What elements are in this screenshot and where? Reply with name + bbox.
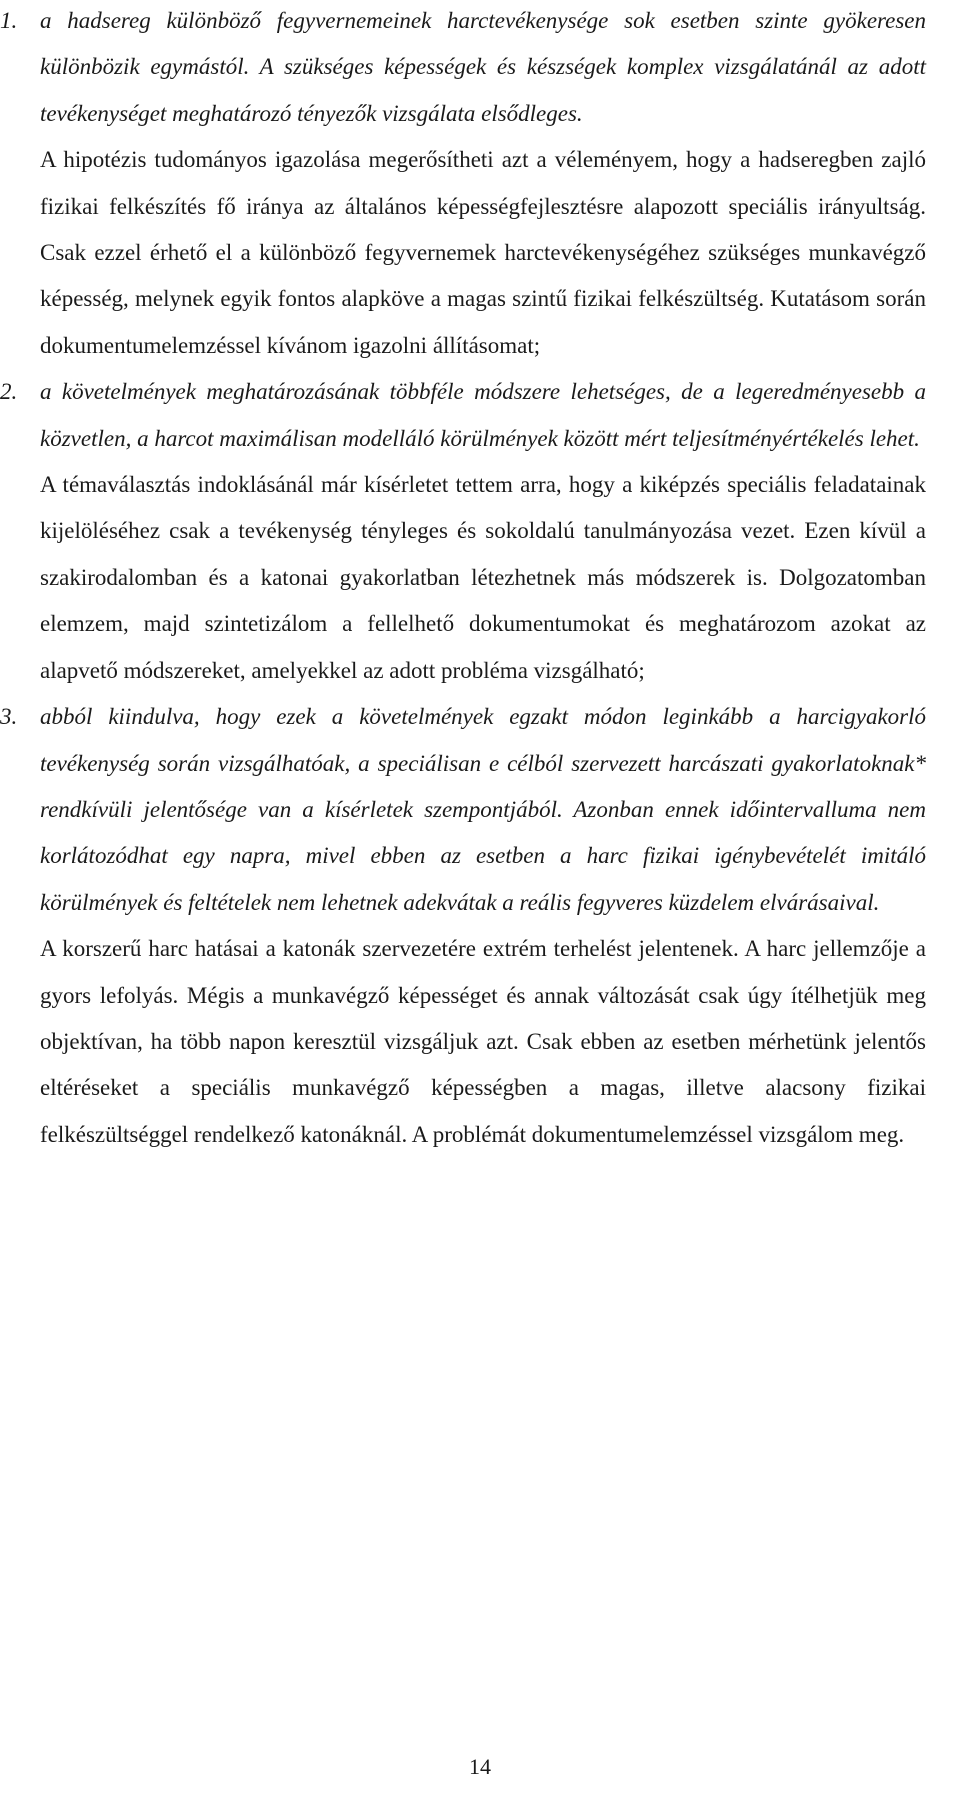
hypothesis-text: a hadsereg különböző fegyvernemeinek harctevékenysége sok esetben szinte gyökeresen különbözik egymástól. A szükséges képességek és készségek komplex vizsgálatánál az adott tevékenységet meghatározó tényezők vizsgálata elsődleges. <box>40 8 926 126</box>
hypothesis-item-2 <box>0 369 926 694</box>
hypothesis-text: abból kiindulva, hogy ezek a követelmények egzakt módon leginkább a harcigyakorló tevékenység során vizsgálhatóak, a speciálisan e célból szervezett harcászati gyakorlatoknak* rendkívüli jelentősége van a kísérletek szempontjából. Azonban ennek időintervalluma nem korlátozódhat egy napra, mivel ebben az esetben a harc fizikai igénybevételét imitáló körülmények és feltételek nem lehetnek adekvátak a reális fegyveres küzdelem elvárásaival. <box>40 704 926 915</box>
body-paragraph: A hipotézis tudományos igazolása megerősítheti azt a véleményem, hogy a hadseregben zajló fizikai felkészítés fő iránya az általános képességfejlesztésre alapozott speciális irányultság. Csak ezzel érhető el a különböző fegyvernemek harctevékenységéhez szükséges munkavégző képesség, melynek egyik fontos alapköve a magas szintű fizikai felkészültség. Kutatásom során dokumentumelemzéssel kívánom igazolni állításomat; <box>40 147 926 358</box>
item-number: 3. <box>0 704 18 730</box>
hypothesis-item-1 <box>0 0 926 369</box>
hypothesis-text: a követelmények meghatározásának többféle módszere lehetséges, de a legeredményesebb a közvetlen, a harcot maximálisan modelláló körülmények között mért teljesítményértékelés lehet. <box>40 379 926 451</box>
page-number: 14 <box>469 1754 491 1779</box>
body-paragraph: A korszerű harc hatásai a katonák szervezetére extrém terhelést jelentenek. A harc jellemzője a gyors lefolyás. Mégis a munkavégző képességet és annak változását csak úgy ítélhetjük meg objektívan, ha több napon keresztül vizsgáljuk azt. Csak ebben az esetben mérhetünk jelentős eltéréseket a speciális munkavégző képességben a magas, illetve alacsony fizikai felkészültséggel rendelkező katonáknál. A problémát dokumentumelemzéssel vizsgálom meg. <box>40 936 926 1147</box>
item-number: 2. <box>0 379 18 405</box>
body-paragraph: A témaválasztás indoklásánál már kísérletet tettem arra, hogy a kiképzés speciális feladatainak kijelöléséhez csak a tevékenység tényleges és sokoldalú tanulmányozása vezet. Ezen kívül a szakirodalomban és a katonai gyakorlatban létezhetnek más módszerek is. Dolgozatomban elemzem, majd szintetizálom a fellelhető dokumentumokat és meghatározom azokat az alapvető módszereket, amelyekkel az adott probléma vizsgálható; <box>40 472 926 683</box>
hypothesis-item-3 <box>0 694 926 1158</box>
item-number: 1. <box>0 8 18 33</box>
